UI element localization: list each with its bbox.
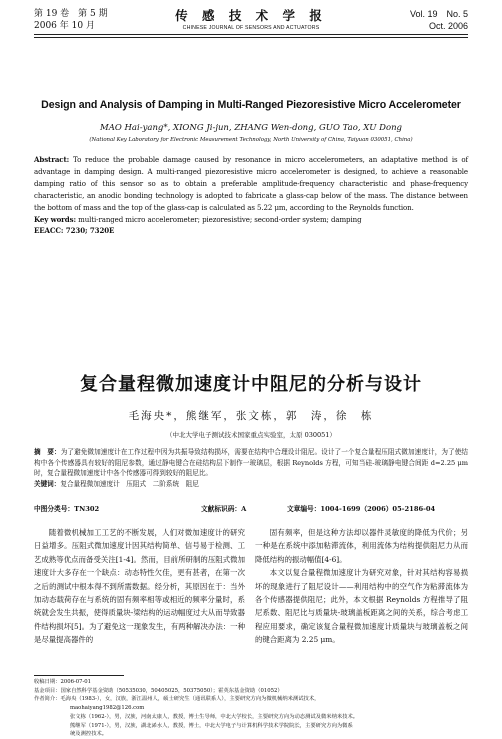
cn-keywords-label: 关键词： (34, 479, 61, 488)
header-rule-thick (34, 34, 468, 35)
author-email: maohaiyang1982@126.com (70, 705, 145, 712)
article-number: 文章编号：1004-1699（2006）05-2186-04 (287, 505, 436, 513)
header-date-en: Oct. 2006 (428, 21, 468, 31)
chinese-authors: 毛海央*，熊继军，张文栋，郭 涛，徐 栋 (128, 410, 374, 422)
author-bio: 张文栋（1962-），男，汉族，河南太康人，教授，博士生导师，中北大学校长，主要研究方向为动态测试及微米纳米技术。 (70, 713, 359, 720)
english-affiliation: (National Key Laboratory for Electronic Measurement Technology, North University of China, Taiyuan 030051, China) (89, 137, 413, 143)
chinese-abstract (34, 447, 468, 479)
chinese-title: 复合量程微加速度计中阻尼的分析与设计 (80, 374, 422, 395)
author-bio: 作者简介：毛海央（1983-），女，汉族，浙江温州人，硕士研究生（通讯联系人），主要研究方向为微机械纳米测试技术， (34, 696, 320, 703)
eeacc-code: EEACC: 7230; 7320E (34, 226, 115, 236)
journal-name-en: CHINESE JOURNAL OF SENSORS AND ACTUATORS (182, 25, 320, 31)
abstract-label: Abstract: (34, 155, 70, 164)
header-volume-issue-cn: 第 19 卷 第 5 期 (34, 9, 108, 19)
body-column-left (34, 526, 245, 647)
english-abstract-block (34, 154, 468, 237)
author-bio: 熊继军（1971-），男，汉族，湖北浠水人，教授，博士，中北大学电子与计算机科学技术学院院长，主要研究方向为微系 (70, 722, 353, 729)
english-abstract (34, 154, 468, 214)
chinese-abstract-block (34, 447, 468, 489)
english-keywords (34, 214, 468, 226)
cn-abstract-label: 摘 要： (34, 448, 61, 456)
funding-note: 基金项目：国家自然科学基金资助（50535030，50405025，50375050）；霍英东基金资助（01052） (34, 687, 283, 694)
clc-number: 中图分类号：TN302 (34, 505, 100, 513)
classification-line (34, 503, 468, 513)
english-authors: MAO Hai-yang*, XIONG Ji-jun, ZHANG Wen-dong, GUO Tao, XU Dong (100, 123, 402, 133)
body-paragraph: 本文以复合量程微加速度计为研究对象，针对其结构容易损坏的现象进行了阻尼设计——利用结构中的空气作为粘滞流体为各个传感器提供阻尼；此外，本文根据 Reynolds 方程推导了阻尼系数、阻尼比与质量块-玻璃盖板距离之间的关系，综合考虑工程应用要求，确定该复合量程微加速度计质量块与玻璃盖板之间的键合距离为 2.25 μm。 (255, 568, 468, 645)
english-title: Design and Analysis of Damping in Multi-Ranged Piezoresistive Micro Accelerometer (41, 99, 461, 111)
header-volume-issue-en: Vol. 19 No. 5 (409, 9, 468, 19)
footnotes (34, 678, 468, 739)
received-date: 收稿日期：2006-07-01 (34, 679, 92, 685)
chinese-affiliation: （中北大学电子测试技术国家重点实验室，太原 030051） (166, 431, 336, 439)
header-rule-thin (34, 37, 468, 38)
cn-keywords-text: 复合量程微加速度计 压阻式 二阶系统 阻尼 (60, 479, 199, 488)
chinese-keywords (34, 479, 468, 490)
header-volume-en (410, 8, 468, 32)
author-bio: 统及测控技术。 (70, 731, 108, 738)
abstract-text: To reduce the probable damage caused by resonance in micro accelerometers, an adaptative method is of advantage in damping design. A multi-ranged piezoresistive micro accelerometer is designed, to achieve a reasonable damping ratio of this sensor so as to obtain a preferable amplitude-frequency characteristic and phase-frequency characteristic, an anodic bonding technology is adopted to fabricate a glass-cap below of the mass. The distance between the bottom of mass and the top of the glass-cap is calculated as 5.22 μm, according to the Reynolds function. (34, 155, 468, 212)
journal-name-cn: 传 感 技 术 学 报 (175, 8, 327, 23)
keywords-text: multi-ranged micro accelerometer; piezoresistive; second-order system; damping (75, 214, 362, 224)
body-paragraph: 固有频率，但是这种方法却以器件灵敏度的降低为代价；另一种是在系统中添加粘滞流体，利用流体为结构提供阻尼力从而降低结构的振动幅值[4-6]。 (255, 528, 468, 564)
body-paragraph: 随着微机械加工工艺的不断发展，人们对微加速度计的研究日益增多。压阻式微加速度计因其结构简单、信号易于检测、工艺成熟等优点而备受关注[1-4]。然而，目前所研制的压阻式微加速度计大多存在一个缺点：动态特性欠佳，更有甚者，在第一次之后的测试中根本得不到所需数据。经分析，其原因在于：当外加动态载荷存在与系统的固有频率相等或相近的频率分量时，系统就会发生共振，使得质量块-梁结构的运动幅度过大从而导致器件结构损坏[5]。为了避免这一现象发生，有两种解决办法：一种是尽量提高器件的 (34, 528, 245, 645)
cn-abstract-text: 为了避免微加速度计在工作过程中因为共振导致结构损坏，需要在结构中合理设计阻尼。设计了一个复合量程压阻式微加速度计，为了使结构中各个传感器具有较好的阻尼参数，通过静电键合在硅结构层下制作一玻璃层，根据 Reynolds 方程，可知当硅-玻璃静电键合间距 d=2.25 μm 时，复合量程微加速度计中各个传感器可得到较好的阻尼比。 (34, 448, 469, 478)
header-date-cn: 2006 年 10 月 (34, 21, 95, 31)
running-header (34, 8, 468, 52)
document-code: 文献标识码：A (201, 505, 247, 513)
keywords-label: Key words: (34, 214, 76, 224)
body-column-right (255, 526, 468, 647)
header-journal (34, 8, 468, 32)
footnote-rule (34, 675, 124, 676)
